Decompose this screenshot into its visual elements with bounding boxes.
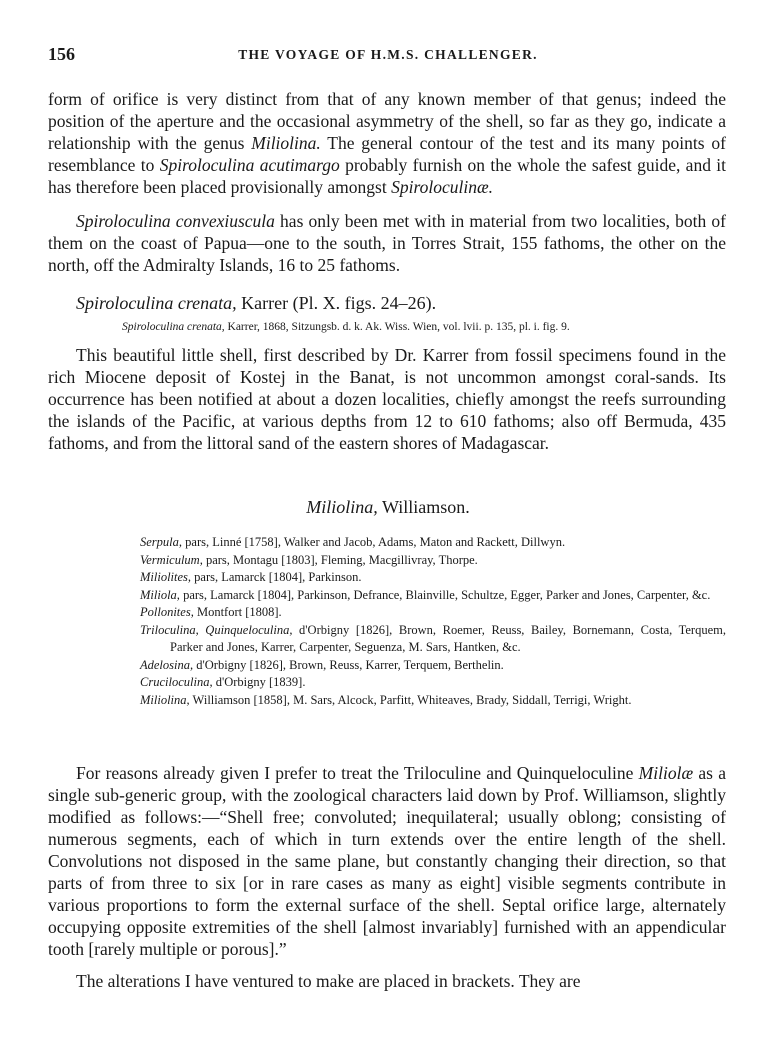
synonym-entry: Miliola, pars, Lamarck [1804], Parkinson, Defrance, Blainville, Schultze, Egger, Parker and Jones, Carpenter, &c. (140, 587, 711, 602)
running-title: THE VOYAGE OF H.M.S. CHALLENGER. (238, 47, 538, 62)
synonym-entry: Pollonites, Montfort [1808]. (140, 605, 282, 619)
paragraph-alterations: The alterations I have ventured to make are placed in brackets. They are (76, 971, 581, 991)
synonym-list (140, 534, 726, 709)
species-heading: Spiroloculina crenata, Karrer (Pl. X. figs. 24–26). (76, 293, 437, 313)
species-synonym: Spiroloculina crenata, Karrer, 1868, Sitzungsb. d. k. Ak. Wiss. Wien, vol. lvii. p. 135, pl. i. fig. 9. (122, 321, 570, 333)
genus-heading: Miliolina, Williamson. (306, 497, 470, 517)
synonym-entry: Miliolina, Williamson [1858], M. Sars, Alcock, Parfitt, Whiteaves, Brady, Siddall, Terrigi, Wright. (140, 692, 632, 707)
page-header (48, 44, 728, 70)
synonym-entry: Cruciloculina, d'Orbigny [1839]. (140, 675, 306, 689)
paragraph-convexiuscula: Spiroloculina convexiuscula has only been met with in material from two localities, both of them on the coast of Papua—one to the south, in Torres Strait, 155 fathoms, the other on the north, off the Admiralty Islands, 16 to 25 fathoms. (48, 211, 726, 275)
synonym-entry: Triloculina, Quinqueloculina, d'Orbigny [1826], Brown, Roemer, Reuss, Bailey, Bornemann, Costa, Terquem, Parker and Jones, Karrer, Carpenter, Seguenza, M. Sars, Hantken, &c. (140, 622, 726, 654)
paragraph-orifice: form of orifice is very distinct from that of any known member of that genus; indeed the position of the aperture and the occasional asymmetry of the shell, so far as they go, indicate a relationship with the genus Miliolina. The general contour of the test and its many points of resemblance to Spiroloculina acutimargo probably furnish on the whole the safest guide, and it has therefore been placed provisionally amongst Spiroloculinæ. (48, 89, 727, 197)
synonym-entry: Vermiculum, pars, Montagu [1803], Fleming, Macgillivray, Thorpe. (140, 552, 478, 567)
paragraph-crenata: This beautiful little shell, first described by Dr. Karrer from fossil specimens found in the rich Miocene deposit of Kostej in the Banat, is not uncommon amongst coral-sands. Its occurrence has been notified at about a dozen localities, chiefly amongst the reefs surrounding the islands of the Pacific, at various depths from 12 to 610 fathoms; also off Bermuda, 435 fathoms, and from the littoral sand of the eastern shores of Madagascar. (48, 345, 726, 453)
page-number: 156 (48, 44, 75, 64)
synonym-entry: Adelosina, d'Orbigny [1826], Brown, Reuss, Karrer, Terquem, Berthelin. (140, 657, 504, 672)
synonym-entry: Miliolites, pars, Lamarck [1804], Parkinson. (140, 570, 362, 584)
synonym-entry: Serpula, pars, Linné [1758], Walker and Jacob, Adams, Maton and Rackett, Dillwyn. (140, 535, 566, 549)
paragraph-miliolae: For reasons already given I prefer to treat the Triloculine and Quinqueloculine Miliolæ as a single sub-generic group, with the zoological characters laid down by Prof. Williamson, slightly modified as follows:—“Shell free; convoluted; inequilateral; usually oblong; consisting of numerous segments, each of which in turn extends over the entire length of the shell. Convolutions not disposed in the same plane, but constantly changing their direction, so that parts of from three to six [or in rare cases as many as eight] visible segments contribute in various proportions to form the external surface of the shell. Septal orifice large, alternately occupying opposite extremities of the shell [almost invariably] furnished with an appendicular tooth [rarely multiple or porous].” (48, 763, 726, 959)
